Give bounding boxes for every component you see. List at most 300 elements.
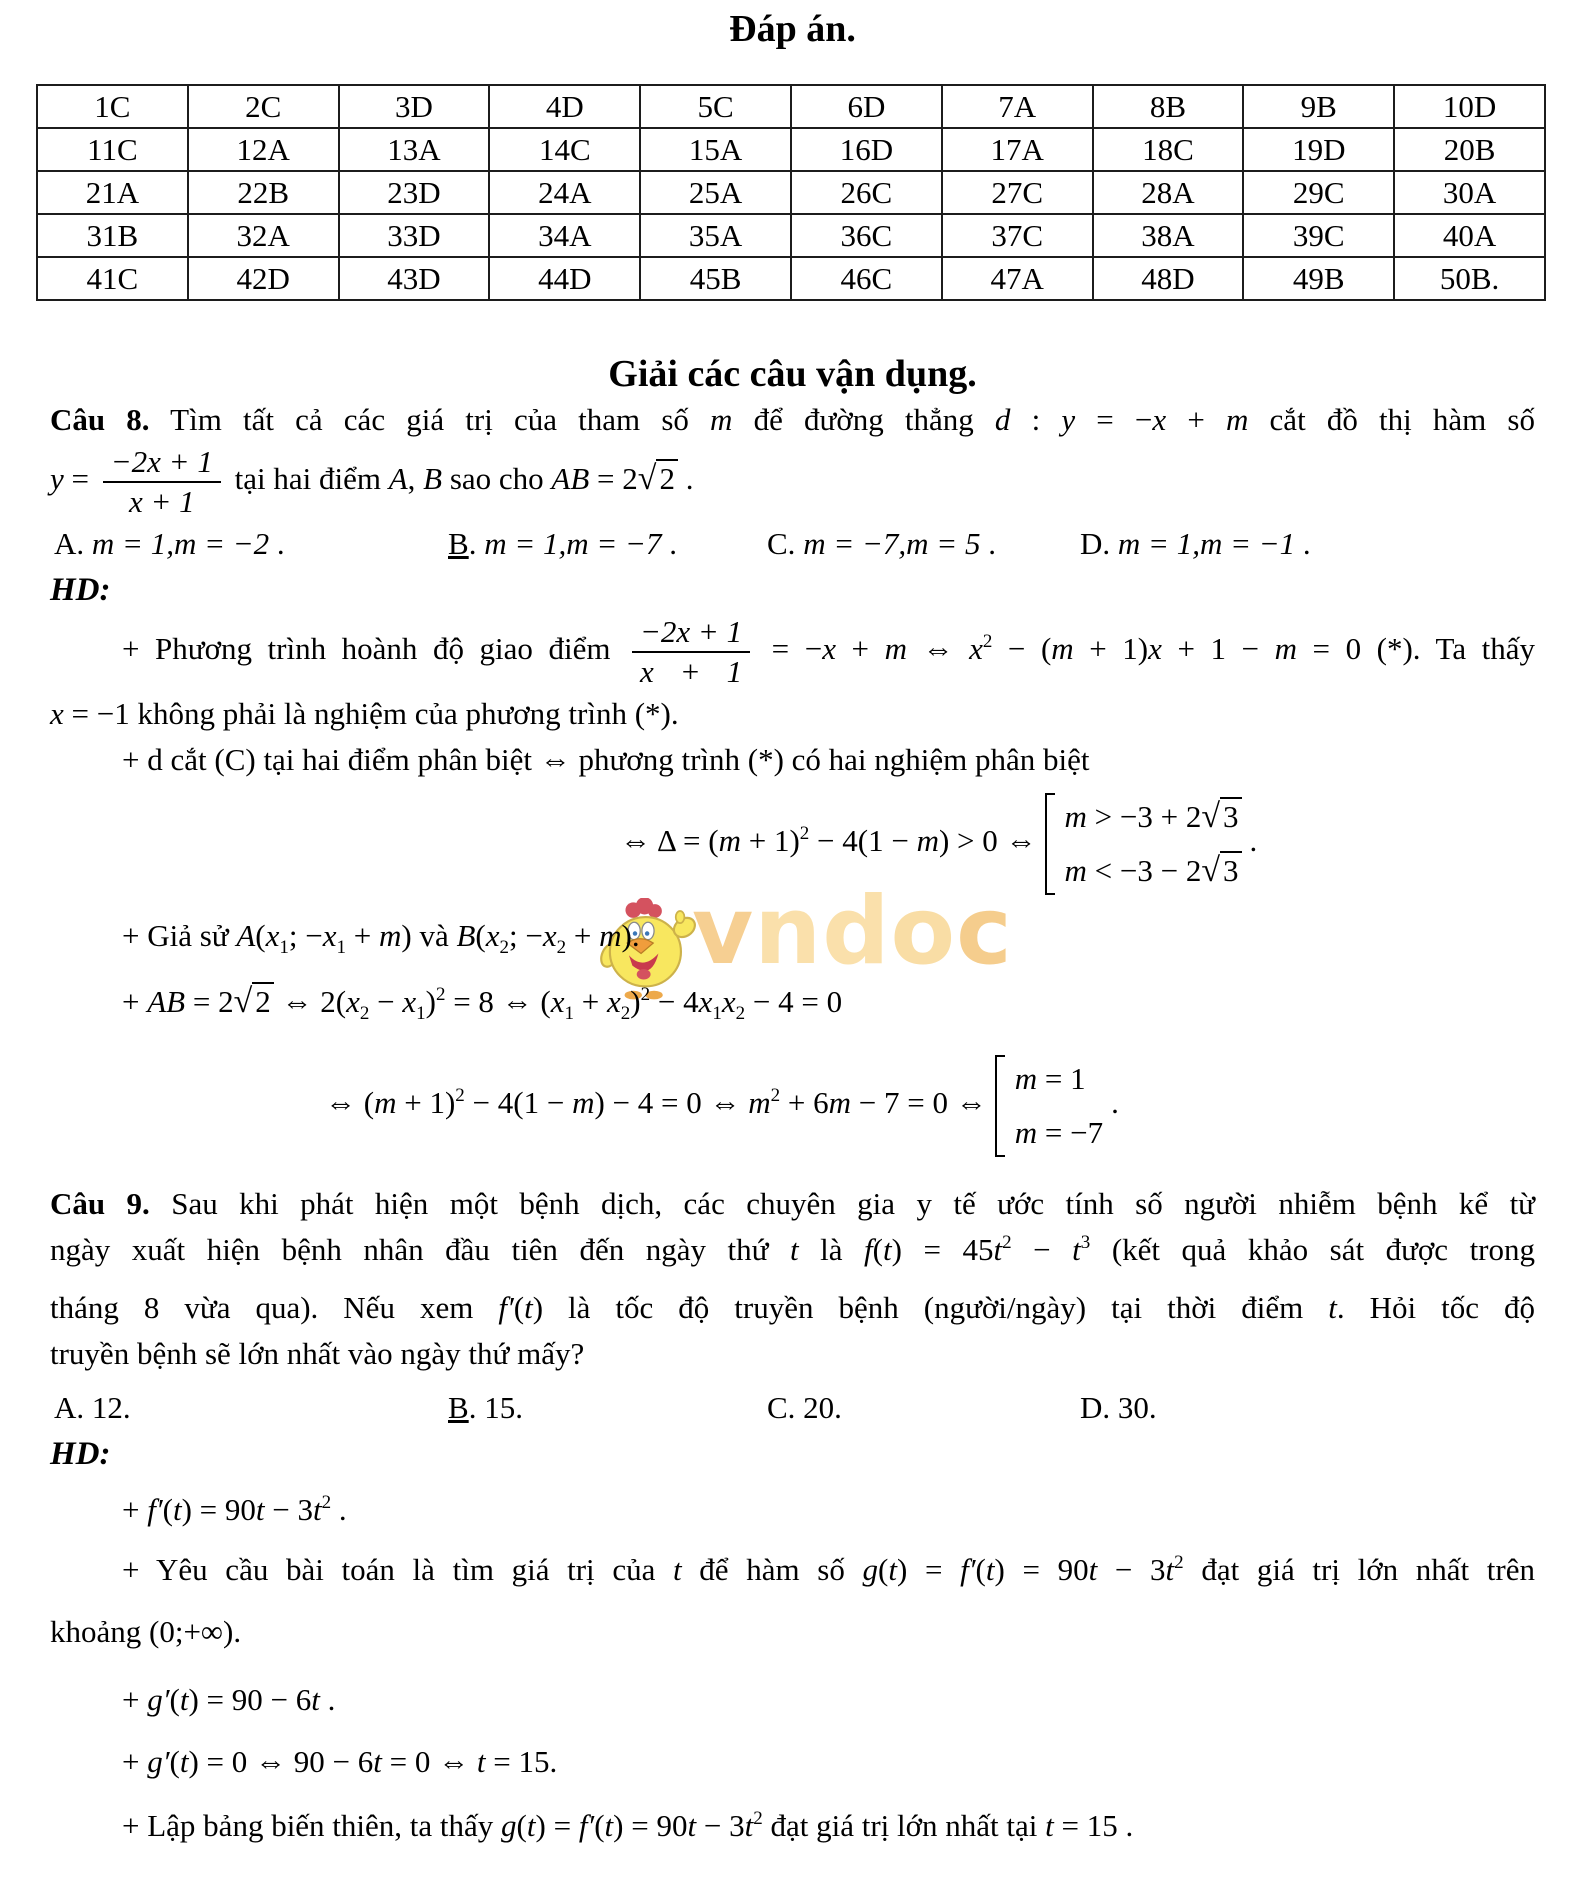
math-run: f′ xyxy=(147,1492,163,1527)
text-run: Câu 9. xyxy=(50,1186,150,1221)
text-run: ⇔ Δ = ( xyxy=(620,823,719,859)
math-run: g′ xyxy=(147,1682,170,1717)
math-run: x xyxy=(721,984,736,1019)
fraction xyxy=(632,613,750,691)
text-run: . xyxy=(468,526,485,561)
text-run: ⇔ 2( xyxy=(273,984,347,1019)
cau9-sol-line4 xyxy=(122,1677,1535,1723)
math-run: m xyxy=(1051,631,1074,667)
text-run: : xyxy=(1010,402,1062,437)
text-run: ⇔ ( xyxy=(325,1085,375,1121)
superscript: 2 xyxy=(455,1085,465,1107)
text-run: khoảng (0;+∞). xyxy=(50,1614,242,1649)
math-run: m = 1,m = −1 xyxy=(1117,526,1296,561)
option-item xyxy=(1080,521,1311,567)
text-run: − 4 = 0 xyxy=(745,984,843,1019)
superscript: 2 xyxy=(799,823,810,845)
text-run: ) xyxy=(630,984,641,1019)
math-run: m xyxy=(718,823,741,859)
text-run: = −7 xyxy=(1037,1115,1104,1150)
bracket-bar xyxy=(995,1055,1005,1157)
case-row xyxy=(1065,850,1242,892)
answer-cell: 23D xyxy=(339,171,490,214)
text-run: A. 12. xyxy=(54,1390,131,1425)
text-run: + 1 − xyxy=(1161,631,1275,667)
math-run: t xyxy=(1072,1232,1081,1267)
answer-cell: 43D xyxy=(339,257,490,300)
answer-cell: 45B xyxy=(640,257,791,300)
superscript: 2 xyxy=(982,631,993,653)
logo-letter: o xyxy=(890,877,957,986)
math-run: x + 1 xyxy=(640,654,743,689)
cau8-sol-line4 xyxy=(122,913,1535,959)
table-row xyxy=(37,171,1545,214)
answer-cell: 37C xyxy=(942,214,1093,257)
text-run: + Giả sử xyxy=(122,918,237,953)
math-run: x xyxy=(265,918,280,953)
text-run: − xyxy=(369,984,403,1019)
answer-cell: 40A xyxy=(1394,214,1545,257)
text-run: Câu 8. xyxy=(50,402,150,437)
text-run: + d cắt (C) tại hai điểm phân biệt ⇔ phương trình (*) có hai nghiệm phân biệt xyxy=(122,742,1090,777)
text-run: ; − xyxy=(509,918,543,953)
text-run: HD: xyxy=(50,572,111,608)
cau8-delta-equation xyxy=(620,793,1535,895)
text-run: ). xyxy=(621,918,640,953)
subscript: 2 xyxy=(620,1003,631,1024)
math-run: B xyxy=(423,461,443,497)
math-run: B xyxy=(456,918,476,953)
cau9-sol-line6 xyxy=(122,1803,1535,1849)
text-run: . xyxy=(319,1682,336,1717)
answer-cell: 44D xyxy=(489,257,640,300)
text-run: − 7 = 0 ⇔ xyxy=(851,1085,987,1121)
text-run: . 15. xyxy=(468,1390,523,1425)
cau9-statement-line3 xyxy=(50,1285,1535,1331)
cau9-statement-line4 xyxy=(50,1331,1535,1377)
math-run: A xyxy=(236,918,256,953)
text-run: tại hai điểm xyxy=(226,461,389,497)
cau8-sol-line2 xyxy=(50,691,1535,737)
math-run: d xyxy=(994,402,1011,437)
math-run: x xyxy=(50,696,64,731)
math-run: x xyxy=(542,918,557,953)
math-run: m xyxy=(1014,1061,1038,1096)
answer-cell: 30A xyxy=(1394,171,1545,214)
answer-cell: 20B xyxy=(1394,128,1545,171)
option-item xyxy=(448,521,677,567)
math-run: A xyxy=(388,461,408,497)
text-run: ) = 90 xyxy=(994,1552,1089,1587)
text-run: để hàm số xyxy=(681,1552,863,1587)
text-run: − ( xyxy=(992,631,1052,667)
math-run: m xyxy=(572,1085,595,1121)
text-run: + Phương trình hoành độ giao điểm xyxy=(122,631,626,667)
math-run: m xyxy=(1226,402,1249,437)
text-run: . Hỏi tốc độ xyxy=(1336,1290,1536,1325)
math-run: AB xyxy=(551,461,590,497)
text-run: − 4(1 − xyxy=(464,1085,573,1121)
answer-cell: 49B xyxy=(1243,257,1394,300)
text-run: ) là tốc độ truyền bệnh (người/ngày) tại thời điểm xyxy=(532,1290,1329,1325)
option-item xyxy=(767,1385,842,1431)
math-run: x xyxy=(607,984,621,1019)
math-run: t xyxy=(524,1290,533,1325)
cau8-statement-line1 xyxy=(50,397,1535,443)
math-run: g′ xyxy=(147,1744,170,1779)
subscript: 1 xyxy=(416,1003,426,1024)
math-run: t xyxy=(1045,1808,1054,1843)
logo-letter: c xyxy=(956,877,1013,986)
option-item xyxy=(54,521,285,567)
text-run: + 1) xyxy=(1073,631,1149,667)
text-run: . xyxy=(331,1492,347,1527)
text-run: Tìm tất cả các giá trị của tham số xyxy=(149,402,711,437)
superscript: 2 xyxy=(1174,1552,1184,1573)
text-run: ) = xyxy=(896,1552,961,1587)
option-item xyxy=(767,521,996,567)
superscript: 2 xyxy=(770,1085,781,1107)
answer-cell: 25A xyxy=(640,171,791,214)
text-run: ( xyxy=(255,918,266,953)
text-run: + xyxy=(346,918,379,953)
table-row xyxy=(37,257,1545,300)
math-run: x xyxy=(402,984,417,1019)
answer-cell: 32A xyxy=(188,214,339,257)
answer-cell: 10D xyxy=(1394,85,1545,128)
answer-cell: 28A xyxy=(1093,171,1244,214)
text-run: . xyxy=(269,526,285,561)
text-run: (kết quả khảo sát được trong xyxy=(1090,1232,1536,1267)
math-run: x xyxy=(485,918,500,953)
text-run: . xyxy=(1111,1085,1119,1121)
radical: √3 xyxy=(1201,853,1241,888)
math-run: x xyxy=(322,918,337,953)
subscript: 1 xyxy=(564,1003,575,1024)
answer-cell: 24A xyxy=(489,171,640,214)
solution-content xyxy=(50,397,1535,1849)
bracket-bar xyxy=(1045,793,1055,895)
text-run: D. xyxy=(1080,526,1118,561)
text-run: = 2 xyxy=(185,984,234,1019)
text-run: ) = xyxy=(535,1808,579,1843)
text-run: C. xyxy=(767,526,804,561)
math-run: f′ xyxy=(578,1808,595,1843)
text-run: = 0 ⇔ xyxy=(381,1744,477,1779)
text-run: + Lập bảng biến thiên, ta thấy xyxy=(122,1808,502,1843)
math-run: AB xyxy=(147,984,186,1019)
cau8-sol-line3 xyxy=(122,737,1535,783)
answer-cell: 26C xyxy=(791,171,942,214)
radical: √2 xyxy=(234,984,274,1019)
answer-cell: 16D xyxy=(791,128,942,171)
answer-cell: 18C xyxy=(1093,128,1244,171)
answer-cell: 38A xyxy=(1093,214,1244,257)
math-run: x xyxy=(550,984,565,1019)
math-run: t xyxy=(179,1744,189,1779)
subscript: 2 xyxy=(735,1003,746,1024)
text-run: ) = 90 − 6 xyxy=(188,1682,312,1717)
text-run: ( xyxy=(594,1808,605,1843)
superscript: 2 xyxy=(640,984,651,1005)
text-run: + Yêu cầu bài toán là tìm giá trị của xyxy=(122,1552,674,1587)
text-run: C. 20. xyxy=(767,1390,842,1425)
answer-cell: 5C xyxy=(640,85,791,128)
answer-cell: 33D xyxy=(339,214,490,257)
cau9-sol-line5 xyxy=(122,1739,1535,1785)
answer-cell: 6D xyxy=(791,85,942,128)
superscript: 2 xyxy=(753,1808,763,1829)
cau8-options xyxy=(50,521,1535,567)
text-run: − xyxy=(1011,1232,1073,1267)
math-run: t xyxy=(373,1744,382,1779)
logo-letter: v xyxy=(692,877,755,986)
superscript: 2 xyxy=(435,984,446,1005)
math-run: t xyxy=(179,1682,189,1717)
text-run: ( xyxy=(475,918,486,953)
option-item xyxy=(448,1385,523,1431)
math-run: t xyxy=(883,1232,892,1267)
text-run: < −3 − 2 xyxy=(1086,853,1202,888)
option-item xyxy=(54,1385,131,1431)
subscript: 1 xyxy=(336,937,347,958)
table-row xyxy=(37,214,1545,257)
text-run: ) xyxy=(425,984,436,1019)
text-run: > −3 + 2 xyxy=(1086,799,1202,834)
answer-cell: 22B xyxy=(188,171,339,214)
answer-cell: 7A xyxy=(942,85,1093,128)
math-run: −2x + 1 xyxy=(640,614,743,649)
text-run: để đường thẳng xyxy=(732,402,995,437)
text-run: ) − 4 = 0 ⇔ xyxy=(594,1085,749,1121)
answer-cell: 41C xyxy=(37,257,188,300)
math-run: t xyxy=(985,1552,995,1587)
math-run: g xyxy=(862,1552,878,1587)
radical: √2 xyxy=(638,461,678,496)
text-run: = − xyxy=(1075,402,1153,437)
text-run: là xyxy=(798,1232,865,1267)
text-run: ( xyxy=(516,1808,527,1843)
cau9-sol-line1 xyxy=(122,1487,1535,1533)
math-run: m xyxy=(1064,799,1087,834)
text-run: B xyxy=(448,1390,469,1425)
math-run: x xyxy=(1148,631,1162,667)
math-run: m xyxy=(374,1085,397,1121)
text-run: + xyxy=(1166,402,1226,437)
math-run: g xyxy=(501,1808,517,1843)
text-run: = xyxy=(63,461,97,497)
math-run: x xyxy=(698,984,713,1019)
text-run: − 3 xyxy=(696,1808,745,1843)
answer-cell: 47A xyxy=(942,257,1093,300)
text-run: = − xyxy=(756,631,823,667)
text-run: = 1 xyxy=(1037,1061,1086,1096)
text-run: , xyxy=(407,461,424,497)
text-run: − 4(1 − xyxy=(809,823,917,859)
fraction xyxy=(103,443,221,521)
math-run: m xyxy=(748,1085,771,1121)
math-run: t xyxy=(1165,1552,1175,1587)
text-run: + xyxy=(122,1682,148,1717)
text-run: truyền bệnh sẽ lớn nhất vào ngày thứ mấy? xyxy=(50,1336,585,1371)
math-run: −2x + 1 xyxy=(110,444,213,479)
page-title: Đáp án. xyxy=(729,8,856,50)
answer-cell: 27C xyxy=(942,171,1093,214)
math-run: t xyxy=(476,1744,486,1779)
text-run: ( xyxy=(169,1682,180,1717)
math-run: x + 1 xyxy=(128,484,195,519)
table-row xyxy=(37,128,1545,171)
math-run: m = −7,m = 5 xyxy=(803,526,981,561)
math-run: t xyxy=(1328,1290,1337,1325)
text-run: − 4 xyxy=(650,984,699,1019)
math-run: t xyxy=(255,1492,265,1527)
math-run: x xyxy=(346,984,360,1019)
text-run: + 6 xyxy=(780,1085,829,1121)
answer-cell: 42D xyxy=(188,257,339,300)
math-run: m xyxy=(1014,1115,1038,1150)
text-run: = 15. xyxy=(485,1744,558,1779)
answer-cell: 3D xyxy=(339,85,490,128)
logo-letter: d xyxy=(822,877,891,986)
text-run: = 15 . xyxy=(1053,1808,1134,1843)
cau8-hd-label xyxy=(50,567,1535,613)
text-run: + xyxy=(122,1744,148,1779)
subscript: 1 xyxy=(712,1003,722,1024)
math-run: t xyxy=(311,1682,320,1717)
text-run: ) = 90 xyxy=(613,1808,688,1843)
math-run: f′ xyxy=(498,1290,514,1325)
math-run: x xyxy=(969,631,983,667)
text-run: = 2 xyxy=(589,461,638,497)
text-run: ngày xuất hiện bệnh nhân đầu tiên đến ngày thứ xyxy=(50,1232,790,1267)
subscript: 2 xyxy=(499,937,510,958)
text-run: đạt giá trị lớn nhất tại xyxy=(762,1808,1046,1843)
text-run: . xyxy=(677,461,694,497)
math-run: t xyxy=(673,1552,682,1587)
answer-cell: 35A xyxy=(640,214,791,257)
superscript: 3 xyxy=(1080,1232,1091,1253)
case-row xyxy=(1015,1058,1103,1100)
option-item xyxy=(1080,1385,1157,1431)
text-run: − 3 xyxy=(264,1492,314,1527)
text-run: sao cho xyxy=(442,461,552,497)
answer-cell: 39C xyxy=(1243,214,1394,257)
text-run: ( xyxy=(975,1552,986,1587)
cases-bracket xyxy=(1045,793,1242,895)
superscript: 2 xyxy=(1002,1232,1012,1253)
text-run: + 1) xyxy=(396,1085,456,1121)
text-run: + xyxy=(574,984,607,1019)
answer-cell: 15A xyxy=(640,128,791,171)
math-run: t xyxy=(172,1492,182,1527)
text-run: ⇔ xyxy=(906,631,970,667)
answer-table xyxy=(36,84,1546,301)
math-run: m xyxy=(1274,631,1297,667)
answer-cell: 21A xyxy=(37,171,188,214)
text-run: = 0 (*). Ta thấy xyxy=(1297,631,1536,667)
math-run: m = 1,m = −2 xyxy=(91,526,270,561)
text-run: A. xyxy=(54,526,92,561)
answer-cell: 11C xyxy=(37,128,188,171)
text-run: = 8 ⇔ ( xyxy=(445,984,551,1019)
answer-cell: 8B xyxy=(1093,85,1244,128)
text-run: + xyxy=(122,1492,148,1527)
answer-cell: 13A xyxy=(339,128,490,171)
text-run: ) và xyxy=(401,918,457,953)
math-run: x xyxy=(1152,402,1167,437)
text-run: cắt đồ thị hàm số xyxy=(1248,402,1535,437)
cau8-sol-line1 xyxy=(122,613,1535,691)
math-run: m xyxy=(379,918,402,953)
answer-cell: 14C xyxy=(489,128,640,171)
subscript: 1 xyxy=(279,937,289,958)
radical: √3 xyxy=(1201,799,1241,834)
math-run: y xyxy=(50,461,64,497)
math-run: t xyxy=(526,1808,536,1843)
answer-cell: 31B xyxy=(37,214,188,257)
text-run: − 3 xyxy=(1097,1552,1166,1587)
text-run: ) = 90 xyxy=(181,1492,256,1527)
math-run: f xyxy=(864,1232,873,1267)
text-run: . xyxy=(661,526,677,561)
text-run: ( xyxy=(513,1290,525,1325)
text-run: ) > 0 ⇔ xyxy=(938,823,1037,859)
answer-cell: 19D xyxy=(1243,128,1394,171)
math-run: t xyxy=(744,1808,754,1843)
text-run: D. 30. xyxy=(1080,1390,1157,1425)
text-run: đạt giá trị lớn nhất trên xyxy=(1183,1552,1535,1587)
answer-cell: 2C xyxy=(188,85,339,128)
answer-cell: 46C xyxy=(791,257,942,300)
cau8-statement-line2 xyxy=(50,443,1535,521)
math-run: t xyxy=(687,1808,697,1843)
superscript: 2 xyxy=(321,1492,332,1513)
text-run: + xyxy=(835,631,885,667)
answer-cell: 34A xyxy=(489,214,640,257)
section-heading: Giải các câu vận dụng. xyxy=(608,353,977,395)
math-run: x xyxy=(822,631,836,667)
subscript: 2 xyxy=(359,1003,370,1024)
answer-cell: 48D xyxy=(1093,257,1244,300)
text-run: ) = 45 xyxy=(891,1232,994,1267)
math-run: m xyxy=(1064,853,1087,888)
logo-letter: n xyxy=(754,877,823,986)
math-run: m xyxy=(599,918,622,953)
text-run: ( xyxy=(162,1492,173,1527)
math-run: f′ xyxy=(960,1552,976,1587)
text-run: + xyxy=(122,984,148,1019)
text-run: ( xyxy=(872,1232,883,1267)
cau8-final-equation xyxy=(325,1055,1535,1157)
math-run: m = 1,m = −7 xyxy=(484,526,662,561)
text-run: . xyxy=(1249,823,1258,859)
text-run: ; − xyxy=(288,918,323,953)
text-run: tháng 8 vừa qua). Nếu xem xyxy=(50,1290,499,1325)
math-run: m xyxy=(710,402,733,437)
case-row xyxy=(1015,1112,1103,1154)
text-run: . xyxy=(1295,526,1311,561)
math-run: t xyxy=(313,1492,322,1527)
math-run: m xyxy=(828,1085,852,1121)
answer-cell: 29C xyxy=(1243,171,1394,214)
text-run: ) = 0 ⇔ 90 − 6 xyxy=(188,1744,374,1779)
text-run: + xyxy=(566,918,600,953)
case-row xyxy=(1065,796,1242,838)
answer-cell: 4D xyxy=(489,85,640,128)
math-run: t xyxy=(888,1552,897,1587)
answer-cell: 9B xyxy=(1243,85,1394,128)
